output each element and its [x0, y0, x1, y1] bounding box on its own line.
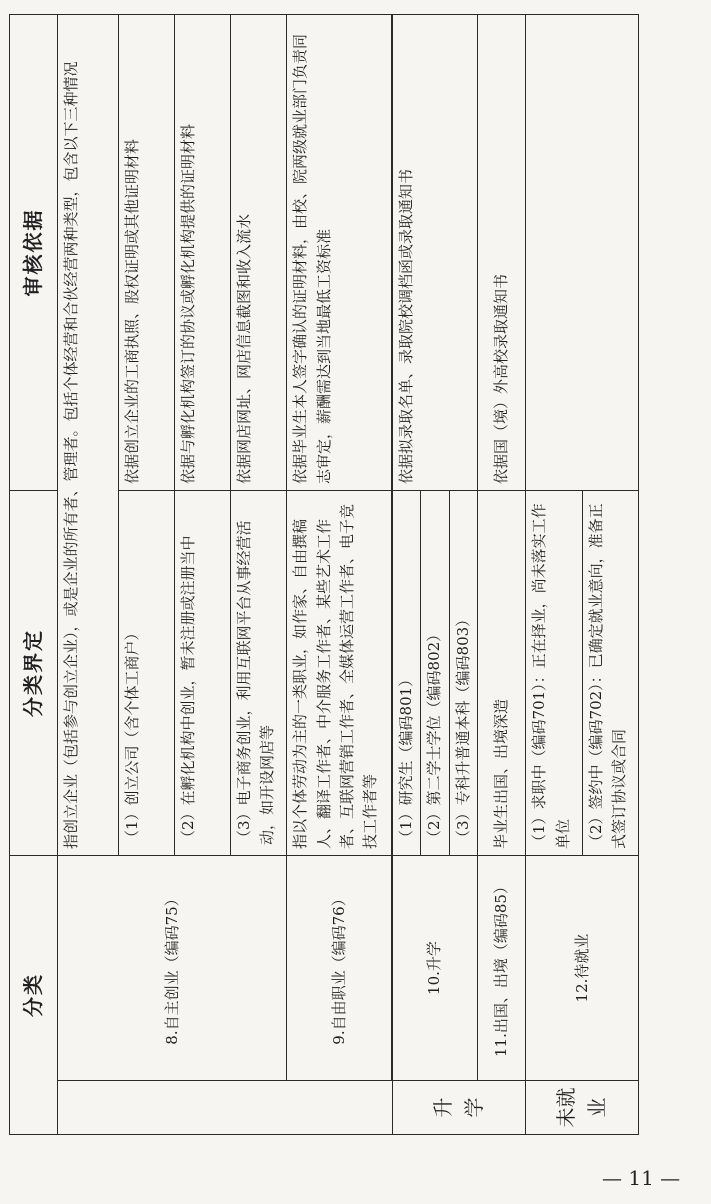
table-row — [478, 15, 526, 1135]
awaiting-1: （1）求职中（编码701）：正在择业，尚未落实工作单位 — [526, 491, 582, 856]
self-employment-def-2: （2）在孵化机构中创业，暂未注册或注册当中 — [174, 491, 230, 856]
freelance-def: 指以个体劳动为主的一类职业，如作家、自由撰稿人、翻译工作者、中介服务工作者、某些艺术工作者、互联网营销工作者、全媒体运营工作者、电子竞技工作者等 — [287, 491, 392, 856]
header-basis: 审核依据 — [10, 15, 58, 491]
group-unemployed: 未就业 — [526, 1081, 639, 1135]
freelance-basis: 依据毕业生本人签字确认的证明材料，由校、院两级就业部门负责同志审定，薪酬需达到当地最低工资标准 — [287, 15, 392, 491]
group-further-study: 升 学 — [392, 1081, 525, 1135]
header-definition: 分类界定 — [10, 491, 58, 856]
further-study-3: （3）专科升普通本科（编码803） — [449, 491, 477, 856]
category-self-employment: 8.自主创业（编码75） — [58, 856, 287, 1081]
awaiting-2: （2）签约中（编码702）：已确定就业意向，准备正式签订协议或合同 — [582, 491, 638, 856]
category-awaiting-employment: 12.待就业 — [526, 856, 639, 1081]
category-further-study: 10.升学 — [392, 856, 477, 1081]
page-number: — 11 — — [602, 1166, 681, 1190]
header-category: 分类 — [10, 856, 58, 1135]
self-employment-def-1: （1）创立公司（含个体工商户） — [118, 491, 174, 856]
table-row — [287, 15, 392, 1135]
self-employment-intro: 指创立企业（包括参与创立企业），或是企业的所有者、管理者。包括个体经营和合伙经营两种类型，包含以下三种情况 — [58, 15, 118, 856]
table-row — [526, 15, 582, 1135]
classification-table — [9, 14, 639, 1135]
table-row — [58, 15, 118, 1135]
self-employment-basis-2: 依据与孵化机构签订的协议或孵化机构提供的证明材料 — [174, 15, 230, 491]
further-study-2: （2）第二学士学位（编码802） — [421, 491, 449, 856]
abroad-def: 毕业生出国、出境深造 — [478, 491, 526, 856]
further-study-1: （1）研究生（编码801） — [392, 491, 420, 856]
self-employment-basis-1: 依据创立企业的工商执照、股权证明或其他证明材料 — [118, 15, 174, 491]
rotated-table-wrapper — [9, 15, 639, 1135]
further-study-basis: 依据拟录取名单、录取院校调档函或录取通知书 — [392, 15, 477, 491]
table-row — [392, 15, 420, 1135]
group-blank — [58, 1081, 393, 1135]
header-row — [10, 15, 58, 1135]
self-employment-def-3: （3）电子商务创业，利用互联网平台从事经营活动，如开设网店等 — [231, 491, 287, 856]
category-freelance: 9.自由职业（编码76） — [287, 856, 392, 1081]
abroad-basis: 依据国（境）外高校录取通知书 — [478, 15, 526, 491]
self-employment-basis-3: 依据网店网址、网店信息截图和收入流水 — [231, 15, 287, 491]
awaiting-basis — [526, 15, 639, 491]
category-abroad: 11.出国、出境（编码85） — [478, 856, 526, 1081]
